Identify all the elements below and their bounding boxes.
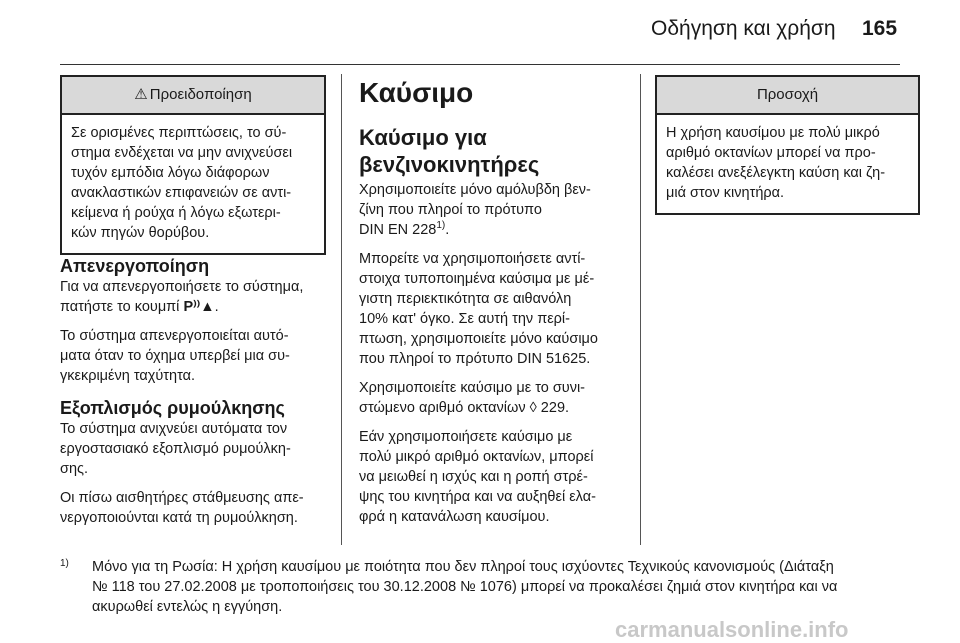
fuel-p1-end: .	[445, 222, 450, 238]
fuel-p3-text: Χρησιμοποιείτε καύσιμο με το συνι- στώμενο αριθμό οκτανίων	[359, 380, 586, 416]
warning-box-text: Σε ορισμένες περιπτώσεις, το σύ- στημα ενδέχεται να μην ανιχνεύσει τυχόν εμπόδια λόγω διάφορων ανακλαστικών επιφανειών σε αντι- κείμενα ή ρούχα ή λόγω εξωτερι- κών πηγών θορύβου.	[71, 125, 293, 241]
caution-box-title: Προσοχή	[657, 77, 918, 115]
footnote-mark: 1)	[60, 558, 69, 569]
column-left-text	[60, 255, 336, 537]
fuel-paragraph-1	[359, 180, 635, 240]
column-divider-right	[640, 74, 641, 545]
fuel-paragraph-4: Εάν χρησιμοποιήσετε καύσιμο με πολύ μικρό αριθμό οκτανίων, μπορεί να μειωθεί η ισχύς και η ροπή στρέ- ψης του κινητήρα και να αυξηθεί ελα- φρά η κατανάλωση καυσίμου.	[359, 429, 596, 525]
deactivation-paragraph-1	[60, 277, 336, 317]
towing-paragraph-2: Οι πίσω αισθητήρες στάθμευσης απε- νεργοποιούνται κατά τη ρυμούλκηση.	[60, 490, 304, 526]
warning-box-title: Προειδοποίηση	[149, 86, 252, 103]
caution-box	[655, 75, 920, 215]
column-middle-text	[359, 78, 635, 536]
caution-box-text: Η χρήση καυσίμου με πολύ μικρό αριθμό οκτανίων μπορεί να προ- καλέσει ανεξέλεγκτη καύση και ζη- μιά στον κινητήρα.	[666, 125, 886, 201]
fuel-p1-text: Χρησιμοποιείτε μόνο αμόλυβδη βεν- ζίνη που πληροί το πρότυπο DIN EN 228	[359, 182, 591, 238]
footnote-text: Μόνο για τη Ρωσία: Η χρήση καυσίμου με ποιότητα που δεν πληροί τους ισχύοντες Τεχνικούς κανονισμούς (Διάταξη № 118 του 27.02.2008 με τροποποιήσεις του 30.12.2008 № 1076) μπορεί να προκαλέσει ζημιά στον κινητήρα και να ακυρωθεί εντελώς η εγγύηση.	[92, 559, 838, 615]
column-divider-left	[341, 74, 342, 545]
watermark: carmanualsonline.info	[615, 617, 849, 642]
page-reference-number: 229.	[536, 400, 570, 416]
deactivation-p1-text: Για να απενεργοποιήσετε το σύστημα, πατήστε το κουμπί	[60, 279, 304, 315]
warning-box-header	[62, 77, 324, 115]
page-number: 165	[862, 17, 898, 40]
header-divider	[60, 64, 900, 65]
footnote	[60, 557, 920, 617]
page-reference-arrow-icon: ◊	[529, 400, 537, 416]
warning-box	[60, 75, 326, 255]
warning-triangle-icon: ⚠	[134, 86, 148, 103]
towing-heading: Εξοπλισμός ρυμούλκησης	[60, 398, 285, 418]
fuel-paragraph-3	[359, 378, 635, 418]
footnote-reference: 1)	[436, 220, 446, 232]
deactivation-paragraph-2: Το σύστημα απενεργοποιείται αυτό- ματα όταν το όχημα υπερβεί μια συ- γκεκριμένη ταχύτητα.	[60, 328, 290, 384]
fuel-heading: Καύσιμο	[359, 77, 474, 108]
header-title: Οδήγηση και χρήση	[651, 17, 836, 40]
fuel-subheading: Καύσιμο για βενζινοκινητήρες	[359, 125, 540, 177]
park-assist-button-icon: P⁾⁾▲	[183, 299, 215, 315]
deactivation-heading: Απενεργοποίηση	[60, 256, 210, 276]
fuel-paragraph-2: Μπορείτε να χρησιμοποιήσετε αντί- στοιχα τυποποιημένα καύσιμα με μέ- γιστη περιεκτικότητα σε αιθανόλη 10% κατ' όγκο. Σε αυτή την περί- πτωση, χρησιμοποιείτε μόνο καύσιμο που πληροί το πρότυπο DIN 51625.	[359, 251, 598, 367]
towing-paragraph-1: Το σύστημα ανιχνεύει αυτόματα τον εργοστασιακό εξοπλισμό ρυμούλκη- σης.	[60, 421, 291, 477]
deactivation-p1-end: .	[214, 299, 219, 315]
